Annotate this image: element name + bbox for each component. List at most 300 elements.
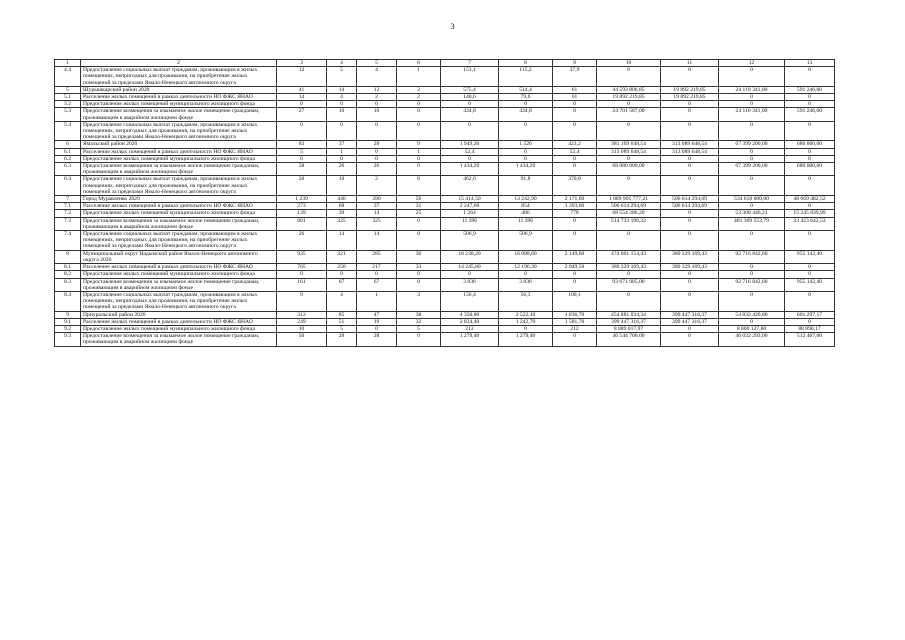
value-cell: 0 <box>499 148 553 155</box>
value-cell: 0 <box>499 271 553 278</box>
row-number-cell: 4.4 <box>55 67 81 87</box>
value-cell: 10 <box>357 108 397 121</box>
value-cell: 399 447 316,37 <box>661 311 719 318</box>
value-cell: 0 <box>785 291 835 311</box>
table-row <box>55 163 835 176</box>
value-cell: 0 <box>719 148 785 155</box>
value-cell: 0 <box>661 333 719 346</box>
value-cell: 601 297,17 <box>785 311 835 318</box>
header-cell: 5 <box>357 60 397 67</box>
row-number-cell: 8.3 <box>55 278 81 291</box>
value-cell: 1 434,20 <box>499 163 553 176</box>
row-description-cell: Предоставление социальных выплат гражданам, проживающим в жилых помещениях, непригодных для проживания, на приобретение жилых помещений за пределами Ямало-Ненецкого автономного округа <box>81 231 277 251</box>
value-cell: 0 <box>357 121 397 141</box>
value-cell: 46 544 700,00 <box>597 333 661 346</box>
value-cell: 19 <box>357 318 397 325</box>
value-cell: 27 <box>277 108 327 121</box>
value-cell: 1 393,60 <box>553 203 597 210</box>
value-cell: 0 <box>661 278 719 291</box>
value-cell: 39 <box>327 210 357 217</box>
row-description-cell: Предоставление социальных выплат гражданам, проживающим в жилых помещениях, непригодных для проживания, на приобретение жилых помещений за пределами Ямало-Ненецкого автономного округа <box>81 67 277 87</box>
row-description-cell: Шурышкарский район 2020 <box>81 86 277 93</box>
value-cell: 8 889 017,97 <box>597 325 661 332</box>
value-cell: 0 <box>597 176 661 196</box>
value-cell: 54 832 420,80 <box>719 311 785 318</box>
value-cell: 434,8 <box>499 108 553 121</box>
value-cell: 5 <box>327 325 357 332</box>
table-row <box>55 101 835 108</box>
value-cell: 0 <box>661 67 719 87</box>
row-description-cell: Расселение жилых помещений в рамках деятельности НО ФЖС ЯНАО <box>81 264 277 271</box>
value-cell: 0 <box>553 333 597 346</box>
value-cell: 680 800,00 <box>785 141 835 148</box>
value-cell: 0 <box>397 231 441 251</box>
value-cell: 0 <box>397 121 441 141</box>
value-cell: 28 <box>357 141 397 148</box>
value-cell: 3 <box>397 291 441 311</box>
value-cell: 0 <box>661 231 719 251</box>
row-number-cell: 5.2 <box>55 101 81 108</box>
value-cell: 67 399 200,00 <box>719 141 785 148</box>
table-row <box>55 67 835 87</box>
value-cell: 312 <box>277 311 327 318</box>
value-cell: 325 <box>327 217 357 230</box>
header-cell: 8 <box>499 60 553 67</box>
row-number-cell: 5.3 <box>55 108 81 121</box>
row-number-cell: 7 <box>55 196 81 203</box>
value-cell: 53 308 446,21 <box>719 210 785 217</box>
value-cell: 575,4 <box>441 86 499 93</box>
value-cell: 88 890,17 <box>785 325 835 332</box>
value-cell: 0 <box>719 155 785 162</box>
value-cell: 1 949,20 <box>441 141 499 148</box>
value-cell: 0 <box>719 94 785 101</box>
value-cell: 0 <box>719 121 785 141</box>
value-cell: 25 <box>397 210 441 217</box>
value-cell: 15 245 839,99 <box>785 210 835 217</box>
value-cell: 778 <box>553 210 597 217</box>
row-number-cell: 7.2 <box>55 210 81 217</box>
value-cell: 2 <box>397 94 441 101</box>
row-number-cell: 7.4 <box>55 231 81 251</box>
value-cell: 0 <box>719 291 785 311</box>
value-cell: 506,9 <box>499 231 553 251</box>
value-cell: 1 526 <box>499 141 553 148</box>
value-cell: 1 836,70 <box>553 311 597 318</box>
table-row <box>55 108 835 121</box>
value-cell: 16 088,60 <box>499 250 553 263</box>
row-description-cell: Расселение жилых помещений в рамках деятельности НО ФЖС ЯНАО <box>81 148 277 155</box>
value-cell: 854 <box>499 203 553 210</box>
row-number-cell: 5 <box>55 86 81 93</box>
value-cell: 3 836 <box>499 278 553 291</box>
value-cell: 0 <box>661 325 719 332</box>
value-cell: 481 309 553,79 <box>719 217 785 230</box>
value-cell: 24 701 587,00 <box>597 108 661 121</box>
table-row <box>55 325 835 332</box>
value-cell: 0 <box>277 121 327 141</box>
header-cell: 11 <box>661 60 719 67</box>
value-cell: 0 <box>661 155 719 162</box>
value-cell: 399 447 316,37 <box>597 318 661 325</box>
row-number-cell: 8.4 <box>55 291 81 311</box>
value-cell: 33 <box>397 264 441 271</box>
row-number-cell: 9 <box>55 311 81 318</box>
row-description-cell: Предоставление жилых помещений муниципального жилищного фонда <box>81 155 277 162</box>
value-cell: 15 414,50 <box>441 196 499 203</box>
value-cell: 0 <box>327 155 357 162</box>
value-cell: 380 329 169,43 <box>661 250 719 263</box>
value-cell: 1 <box>357 291 397 311</box>
row-number-cell: 5.1 <box>55 94 81 101</box>
value-cell: 0 <box>661 121 719 141</box>
value-cell: 24 110 341,00 <box>719 108 785 121</box>
value-cell: 0 <box>719 101 785 108</box>
header-cell: 9 <box>553 60 597 67</box>
value-cell: 2 824,40 <box>441 318 499 325</box>
value-cell: 4 <box>357 67 397 87</box>
value-cell: 8 800 127,80 <box>719 325 785 332</box>
value-cell: 801 <box>277 217 327 230</box>
value-cell: 161 <box>277 278 327 291</box>
value-cell: 0 <box>785 67 835 87</box>
value-cell: 0 <box>553 163 597 176</box>
value-cell: 0 <box>597 231 661 251</box>
value-cell: 0 <box>785 271 835 278</box>
value-cell: 61 <box>553 94 597 101</box>
row-description-cell: Ямальский район 2020 <box>81 141 277 148</box>
value-cell: 325 <box>357 217 397 230</box>
value-cell: 0 <box>327 101 357 108</box>
value-cell: 68 080 000,00 <box>597 163 661 176</box>
value-cell: 0 <box>277 101 327 108</box>
value-cell: 19 892 219,85 <box>661 86 719 93</box>
value-cell: 14 <box>357 231 397 251</box>
value-cell: 2 522,10 <box>499 311 553 318</box>
value-cell: 0 <box>499 101 553 108</box>
header-cell: 2 <box>81 60 277 67</box>
value-cell: 56,3 <box>499 291 553 311</box>
value-cell: 14 <box>277 94 327 101</box>
value-cell: 2 <box>397 86 441 93</box>
value-cell: 38 <box>397 311 441 318</box>
value-cell: 140,6 <box>441 94 499 101</box>
value-cell: 0 <box>661 291 719 311</box>
value-cell: 0 <box>553 101 597 108</box>
value-cell: 0 <box>719 231 785 251</box>
value-cell: 5 <box>277 148 327 155</box>
value-cell: 50 <box>277 333 327 346</box>
value-cell: 534 618 000,00 <box>719 196 785 203</box>
value-cell: 61 <box>553 86 597 93</box>
row-description-cell: Город Муравленко 2020 <box>81 196 277 203</box>
value-cell: 285 <box>357 250 397 263</box>
value-cell: 249 <box>277 318 327 325</box>
row-description-cell: Расселение жилых помещений в рамках деятельности НО ФЖС ЯНАО <box>81 203 277 210</box>
table-row <box>55 121 835 141</box>
value-cell: 93 671 985,00 <box>597 278 661 291</box>
value-cell: 1 239 <box>277 196 327 203</box>
row-number-cell: 6.2 <box>55 155 81 162</box>
value-cell: 0 <box>357 148 397 155</box>
value-cell: 454 881 034,34 <box>597 311 661 318</box>
value-cell: 0 <box>357 325 397 332</box>
header-cell: 10 <box>597 60 661 67</box>
value-cell: 250 <box>327 264 357 271</box>
row-number-cell: 6 <box>55 141 81 148</box>
table-row <box>55 333 835 346</box>
value-cell: 26 <box>277 231 327 251</box>
value-cell: 0 <box>719 67 785 87</box>
value-cell: 2 <box>357 176 397 196</box>
table-body <box>55 67 835 346</box>
row-number-cell: 9.1 <box>55 318 81 325</box>
value-cell: 0 <box>397 217 441 230</box>
value-cell: 5 <box>327 67 357 87</box>
value-cell: 14 <box>357 210 397 217</box>
header-cell: 6 <box>397 60 441 67</box>
value-cell: 0 <box>277 271 327 278</box>
value-cell: 1 264 <box>441 210 499 217</box>
value-cell: 67 399 200,00 <box>719 163 785 176</box>
page-number: 3 <box>450 22 455 31</box>
row-description-cell: Предоставление жилых помещений муниципального жилищного фонда <box>81 101 277 108</box>
row-number-cell: 7.1 <box>55 203 81 210</box>
row-description-cell: Предоставление жилых помещений муниципального жилищного фонда <box>81 325 277 332</box>
value-cell: 212 <box>553 325 597 332</box>
value-cell: 85 <box>327 311 357 318</box>
value-cell: 380 329 169,43 <box>597 264 661 271</box>
value-cell: 3 836 <box>441 278 499 291</box>
row-description-cell: Расселение жилых помещений в рамках деятельности НО ФЖС ЯНАО <box>81 94 277 101</box>
value-cell: 0 <box>661 271 719 278</box>
value-cell: 1 279,40 <box>499 333 553 346</box>
value-cell: 0 <box>785 231 835 251</box>
value-cell: 446 <box>327 196 357 203</box>
value-cell: 0 <box>357 155 397 162</box>
row-number-cell: 5.4 <box>55 121 81 141</box>
value-cell: 12 <box>357 86 397 93</box>
table-row <box>55 141 835 148</box>
row-description-cell: Приуральский район 2020 <box>81 311 277 318</box>
value-cell: 0 <box>661 176 719 196</box>
value-cell: 52,4 <box>441 148 499 155</box>
value-cell: 0 <box>277 155 327 162</box>
value-cell: 153,1 <box>441 67 499 87</box>
value-cell: 0 <box>719 264 785 271</box>
value-cell: 0 <box>397 271 441 278</box>
value-cell: 14 245,80 <box>441 264 499 271</box>
value-cell: 0 <box>785 148 835 155</box>
value-cell: 0 <box>661 210 719 217</box>
value-cell: 8 <box>397 176 441 196</box>
value-cell: 2 <box>357 94 397 101</box>
value-cell: 0 <box>441 271 499 278</box>
value-cell: 1 434,20 <box>441 163 499 176</box>
value-cell: 0 <box>441 121 499 141</box>
value-cell: 79,6 <box>499 94 553 101</box>
table-row <box>55 291 835 311</box>
value-cell: 14 <box>327 231 357 251</box>
header-cell: 4 <box>327 60 357 67</box>
resettlement-table <box>54 59 835 347</box>
value-cell: 0 <box>785 101 835 108</box>
value-cell: 139 <box>277 210 327 217</box>
value-cell: 19 892 219,85 <box>597 94 661 101</box>
value-cell: 0 <box>553 108 597 121</box>
header-cell: 13 <box>785 60 835 67</box>
row-description-cell: Предоставление социальных выплат гражданам, проживающим в жилых помещениях, непригодных для проживания, на приобретение жилых помещений за пределами Ямало-Ненецкого автономного округа <box>81 291 277 311</box>
value-cell: 68 554 286,20 <box>597 210 661 217</box>
value-cell: 0 <box>719 271 785 278</box>
value-cell: 58 <box>277 163 327 176</box>
value-cell: 0 <box>357 271 397 278</box>
value-cell: 273 <box>277 203 327 210</box>
value-cell: 67 <box>327 278 357 291</box>
value-cell: 28 <box>327 333 357 346</box>
value-cell: 434,8 <box>441 108 499 121</box>
value-cell: 0 <box>785 155 835 162</box>
value-cell: 0 <box>597 271 661 278</box>
value-cell: 1 279,40 <box>441 333 499 346</box>
row-number-cell: 9.3 <box>55 333 81 346</box>
row-description-cell: Предоставление возмещения за изымаемое жилое помещение гражданам, проживающим в аварийном жилищном фонде <box>81 163 277 176</box>
value-cell: 11 396 <box>441 217 499 230</box>
value-cell: 0 <box>785 176 835 196</box>
value-cell: 18 238,20 <box>441 250 499 263</box>
value-cell: 423,2 <box>553 141 597 148</box>
value-cell: 13 242,90 <box>499 196 553 203</box>
value-cell: 2 247,60 <box>441 203 499 210</box>
value-cell: 0 <box>499 325 553 332</box>
row-description-cell: Предоставление социальных выплат гражданам, проживающим в жилых помещениях, непригодных для проживания, на приобретение жилых помещений за пределами Ямало-Ненецкого автономного округа <box>81 121 277 141</box>
value-cell: 0 <box>397 155 441 162</box>
value-cell: 41 <box>277 86 327 93</box>
table-row <box>55 311 835 318</box>
value-cell: 156,4 <box>441 291 499 311</box>
value-cell: 24 110 341,00 <box>719 86 785 93</box>
table-row <box>55 250 835 263</box>
value-cell: 115,2 <box>499 67 553 87</box>
table-row <box>55 318 835 325</box>
value-cell: 0 <box>397 108 441 121</box>
value-cell: 26 <box>327 163 357 176</box>
value-cell: 0 <box>397 163 441 176</box>
value-cell: 2 049,50 <box>553 264 597 271</box>
value-cell: 20 <box>277 176 327 196</box>
header-cell: 12 <box>719 60 785 67</box>
row-description-cell: Предоставление возмещения за изымаемое жилое помещение гражданам, проживающим в аварийном жилищном фонде <box>81 108 277 121</box>
table-row <box>55 148 835 155</box>
value-cell: 5 <box>397 325 441 332</box>
value-cell: 0 <box>397 333 441 346</box>
value-cell: 0 <box>661 108 719 121</box>
value-cell: 11 396 <box>499 217 553 230</box>
value-cell: 506 614 294,69 <box>661 196 719 203</box>
row-description-cell: Предоставление жилых помещений муниципального жилищного фонда <box>81 210 277 217</box>
table-header-row <box>55 60 835 67</box>
value-cell: 591 246,00 <box>785 86 835 93</box>
value-cell: 0 <box>499 121 553 141</box>
value-cell: 0 <box>597 291 661 311</box>
row-number-cell: 7.3 <box>55 217 81 230</box>
value-cell: 0 <box>785 94 835 101</box>
value-cell: 0 <box>553 231 597 251</box>
value-cell: 0 <box>785 203 835 210</box>
value-cell: 37 <box>327 141 357 148</box>
table-row <box>55 86 835 93</box>
value-cell: 0 <box>553 278 597 291</box>
value-cell: 9 <box>277 291 327 311</box>
value-cell: 313 089 648,54 <box>597 148 661 155</box>
value-cell: 100,1 <box>553 291 597 311</box>
row-number-cell: 9.2 <box>55 325 81 332</box>
row-description-cell: Предоставление жилых помещений муниципального жилищного фонда <box>81 271 277 278</box>
table-row <box>55 210 835 217</box>
value-cell: 28 <box>357 333 397 346</box>
table-row <box>55 176 835 196</box>
row-description-cell: Муниципальный округ Надымский район Ямало-Ненецкого автономного округа 2020 <box>81 250 277 263</box>
value-cell: 0 <box>553 271 597 278</box>
value-cell: 0 <box>719 176 785 196</box>
value-cell: 765 <box>277 264 327 271</box>
value-cell: 46 032 293,00 <box>719 333 785 346</box>
value-cell: 52,4 <box>553 148 597 155</box>
value-cell: 91,8 <box>499 176 553 196</box>
value-cell: 390 <box>357 196 397 203</box>
row-description-cell: Предоставление возмещения за изымаемое жилое помещение гражданам, проживающим в аварийном жилищном фонде <box>81 333 277 346</box>
value-cell: 0 <box>327 121 357 141</box>
value-cell: 36 <box>397 250 441 263</box>
value-cell: 0 <box>719 318 785 325</box>
value-cell: 514 733 196,32 <box>597 217 661 230</box>
table-row <box>55 231 835 251</box>
value-cell: 33 423 642,53 <box>785 217 835 230</box>
value-cell: 68 <box>327 203 357 210</box>
table-row <box>55 278 835 291</box>
value-cell: 10 <box>327 176 357 196</box>
header-cell: 3 <box>277 60 327 67</box>
value-cell: 0 <box>499 155 553 162</box>
value-cell: 0 <box>553 155 597 162</box>
value-cell: 12 <box>277 67 327 87</box>
value-cell: 0 <box>597 155 661 162</box>
value-cell: 14 <box>327 86 357 93</box>
table-row <box>55 94 835 101</box>
value-cell: 37,9 <box>553 67 597 87</box>
value-cell: 4 <box>327 291 357 311</box>
table-row <box>55 203 835 210</box>
value-cell: 462,6 <box>441 176 499 196</box>
table-row <box>55 264 835 271</box>
value-cell: 92 716 842,60 <box>719 278 785 291</box>
value-cell: 2 149,60 <box>553 250 597 263</box>
value-cell: 0 <box>327 271 357 278</box>
value-cell: 51 <box>327 318 357 325</box>
value-cell: 1 242,70 <box>499 318 553 325</box>
value-cell: 0 <box>661 163 719 176</box>
table-row <box>55 196 835 203</box>
value-cell: 0 <box>597 101 661 108</box>
value-cell: 1 <box>397 148 441 155</box>
value-cell: 44 593 806,85 <box>597 86 661 93</box>
value-cell: 506 614 294,69 <box>661 203 719 210</box>
row-description-cell: Предоставление возмещения за изымаемое жилое помещение гражданам, проживающим в аварийном жилищном фонде <box>81 217 277 230</box>
value-cell: 955 142,40 <box>785 278 835 291</box>
value-cell: 19 892 219,85 <box>661 94 719 101</box>
value-cell: 31 <box>397 203 441 210</box>
header-cell: 1 <box>55 60 81 67</box>
